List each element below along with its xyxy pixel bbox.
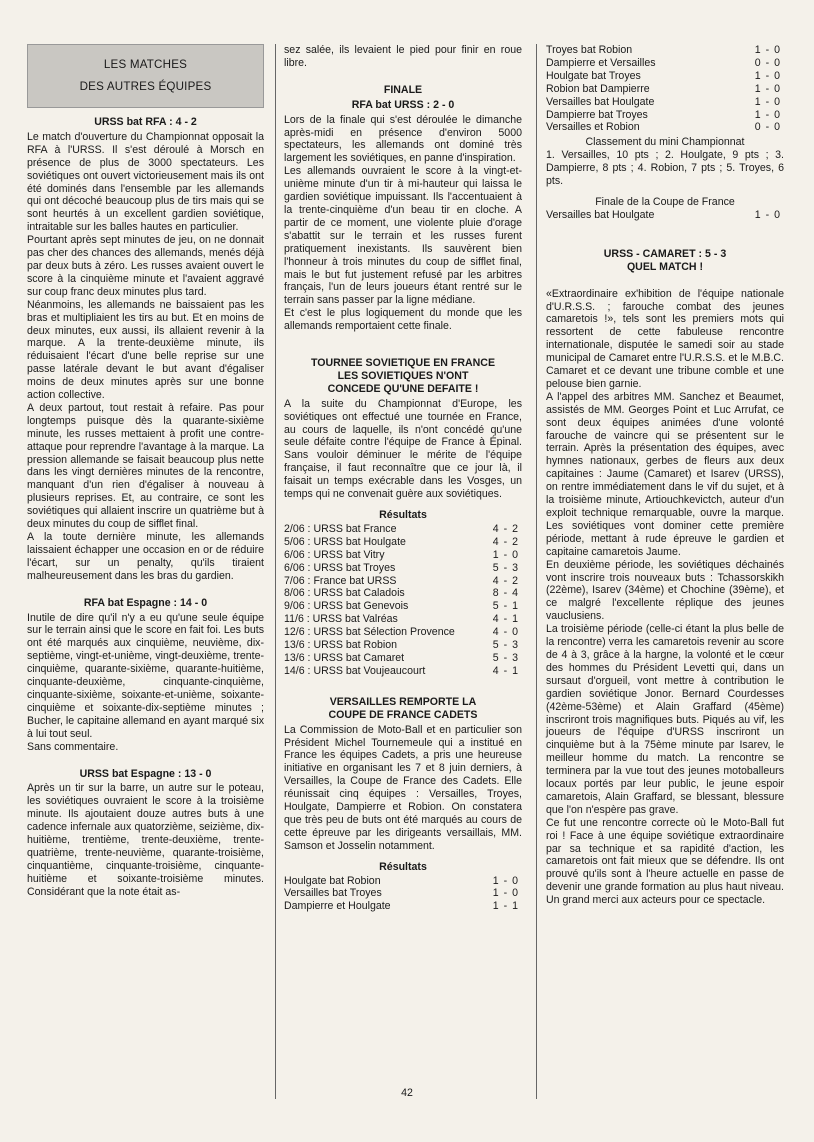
paragraph: Après un tir sur la barre, un autre sur le poteau, les soviétiques ouvraient le score à la troisième minute. Ils ajoutaient douze autres buts à une cadence infernale aux quatorzième, seizième, dix-huitième, trentième, trente-deuxième, trente-quatrième, trente-neuvième, quarante-troisième, cinquantième, cinquante-troisième, cinquante-huitième et soixante-troisième minutes. Considérant que la note était as- <box>27 782 264 898</box>
paragraph: La troisième période (celle-ci étant la plus belle de la rencontre) verra les camaretois revenir au score de 4 à 3, grâce à la hargne, la volonté et le cœur des hommes du Président Levetti qui, dans un sursaut d'orgueil, vont mettre à contribution le gardien soviétique Jonor. Bernard Courdesses (42ème-53ème) et Alain Graffard (45ème) inscriront trois magnifiques buts. Piqués au vif, les joueurs de l'équipe d'URSS inscriront un cinquième but à la 75ème minute par Isarev, le meilleur homme du match. La rencontre se terminera par la vue tout des jeunes motoballeurs locaux portés par leur public, le jeune espoir camaretois, Alain Graffard, se blessant, blessure que l'on n'espère pas grave. <box>546 623 784 816</box>
result-score: 5 - 1 <box>492 600 519 613</box>
article-heading: URSS bat RFA : 4 - 2 <box>94 116 197 128</box>
result-score: 4 - 2 <box>492 522 519 535</box>
result-score: 1 - 0 <box>492 887 519 900</box>
result-row <box>284 875 522 888</box>
result-score: 4 - 0 <box>492 626 519 639</box>
result-text: 6/06 : URSS bat Troyes <box>284 561 396 574</box>
result-text: 8/06 : URSS bat Caladois <box>284 587 405 600</box>
result-text: 7/06 : France bat URSS <box>284 574 397 587</box>
result-row <box>546 70 784 83</box>
result-text: Dampierre bat Troyes <box>546 108 648 121</box>
result-text: Dampierre et Houlgate <box>284 900 391 913</box>
article-heading: RFA bat Espagne : 14 - 0 <box>83 596 208 609</box>
result-row <box>284 887 522 900</box>
result-row <box>284 626 522 639</box>
article-subheading: QUEL MATCH ! <box>626 260 704 273</box>
column-2 <box>284 44 522 913</box>
result-text: Dampierre et Versailles <box>546 56 656 69</box>
article-subheading: RFA bat URSS : 2 - 0 <box>351 98 455 111</box>
article-heading: VERSAILLES REMPORTE LA <box>329 695 477 708</box>
result-row <box>284 652 522 665</box>
results-list <box>284 523 522 678</box>
result-score: 0 - 0 <box>754 56 781 69</box>
result-row <box>284 600 522 613</box>
result-score: 4 - 1 <box>492 664 519 677</box>
result-score: 4 - 1 <box>492 613 519 626</box>
paragraph: A deux partout, tout restait à refaire. Pas pour longtemps puisque dès la quarante-sixième minute, les russes mettaient à profit une contre-attaque pour reprendre l'avantage à la marque. La pression allemande se faisait beaucoup plus nette dans les vingt dernières minutes de la rencontre, manquant d'un rien d'égaliser à nouveau à plusieurs reprises. Et, au contraire, ce sont les soviétiques qui allaient inscrire un quatrième but à deux minutes du coup de sifflet final. <box>27 401 264 531</box>
result-text: Versailles bat Houlgate <box>546 208 655 221</box>
result-text: 13/6 : URSS bat Robion <box>284 639 398 652</box>
result-score: 0 - 0 <box>754 121 781 134</box>
result-text: Robion bat Dampierre <box>546 82 650 95</box>
results-list <box>284 875 522 914</box>
result-text: 9/06 : URSS bat Genevois <box>284 600 409 613</box>
paragraph: «Extraordinaire ex'hibition de l'équipe nationale d'U.R.S.S. ; farouche combat des jeunes camaretois !», tels sont les premiers mots qui ressortent de cette fabuleuse rencontre internationale, disputée le samedi soir au stade municipal de Camaret entre l'U.R.S.S. et le M.B.C. Camaret et ce devant une tribune comble et une pelouse bien garnie. <box>546 287 784 390</box>
article-heading: CONCEDE QU'UNE DEFAITE ! <box>327 382 479 395</box>
column-3 <box>546 44 784 907</box>
results-title: Résultats <box>379 860 427 873</box>
result-text: 5/06 : URSS bat Houlgate <box>284 535 406 548</box>
result-score: 4 - 2 <box>492 574 519 587</box>
paragraph: Lors de la finale qui s'est déroulée le dimanche après-midi en présence d'environ 5000 spectateurs, les allemands ont dominé très largement les soviétiques, en panne d'inspiration. <box>284 113 522 165</box>
result-row <box>546 121 784 134</box>
result-score: 1 - 0 <box>492 548 519 561</box>
article-heading: TOURNEE SOVIETIQUE EN FRANCE <box>310 357 496 370</box>
result-text: Versailles bat Troyes <box>284 887 382 900</box>
paragraph: Pourtant après sept minutes de jeu, on ne donnait pas cher des chances des allemands, menés déjà par deux buts à zéro. Les russes avaient ouvert le score à la cinquième minute et l'avaient aggravé sur coup franc deux minutes plus tard. <box>27 234 264 298</box>
result-row <box>284 639 522 652</box>
paragraph: Et c'est le plus logiquement du monde que les allemands remportaient cette finale. <box>284 307 522 333</box>
section-banner <box>27 44 264 108</box>
result-row <box>546 44 784 57</box>
column-1 <box>27 44 264 899</box>
result-row <box>284 575 522 588</box>
paragraph: A l'appel des arbitres MM. Sanchez et Beaumet, assistés de MM. Georges Point et Luc Arrufat, ce sont deux équipes animées d'une volonté farouche de vaincre qui se présentent sur le terrain. Après la présentation des équipes, avec hymnes nationaux, gerbes de fleurs aux deux capitaines : Jaume (Camaret) et Isarev (URSS), on rentre immédiatement dans le vif du sujet, et à la troisième minute, Artiouchkevictch, auteur d'un exploit technique remarquable, ouvre la marque. Les soviétiques vont dominer cette première période, mettant à rude épreuve le gardien et capitaine camaretois Jaume. <box>546 390 784 558</box>
paragraph: En deuxième période, les soviétiques déchainés vont inscrire trois nouveaux buts : Tchassorskikh (22ème), Isarev (34ème) et Chochine (39ème), et ce malgré l'excellente réplique des jeunes vauclusiens. <box>546 558 784 623</box>
result-score: 1 - 0 <box>754 82 781 95</box>
paragraph: Le match d'ouverture du Championnat opposait la RFA à l'URSS. Il s'est déroulé à Morsch en présence de plus de 3000 spectateurs. Les soviétiques ont ouvert victorieusement mais ils ont été dominés dans l'ensemble par les allemands qui ont décoché beaucoup plus de tirs mais qui se sont heurtés à un excellent gardien soviétique, intraitable sur les balles hautes en particulier. <box>27 130 264 234</box>
result-row <box>284 536 522 549</box>
result-score: 1 - 0 <box>754 108 781 121</box>
paragraph: Les allemands ouvraient le score à la vingt-et-unième minute d'un tir à mi-hauteur qui laissa le gardien soviétique impuissant. Ils l'accentuaient à la trente-cinquième d'un beau tir en cloche. A partir de ce moment, une violente pluie d'orage s'abattit sur le terrain et les russes furent pratiquement inexistants. Ils sauvèrent bien l'honneur à trois minutes du coup de sifflet final, mais le but fut justement refusé par les arbitres français, l'un de leurs joueurs étant rentré sur le terrain sans passer par la ligne médiane. <box>284 165 522 307</box>
result-text: Versailles et Robion <box>546 121 640 134</box>
paragraph: Sans commentaire. <box>27 740 119 753</box>
article-heading: FINALE <box>383 83 423 96</box>
result-score: 1 - 0 <box>492 874 519 887</box>
banner-title: LES MATCHES <box>103 58 188 71</box>
result-text: 12/6 : URSS bat Sélection Provence <box>284 626 455 639</box>
results-title: Résultats <box>379 509 427 521</box>
result-score: 4 - 2 <box>492 535 519 548</box>
result-row <box>284 549 522 562</box>
result-score: 5 - 3 <box>492 651 519 664</box>
banner-subtitle: DES AUTRES ÉQUIPES <box>79 80 212 93</box>
result-row <box>546 57 784 70</box>
results-list <box>546 44 784 134</box>
paragraph: A la suite du Championnat d'Europe, les soviétiques ont effectué une tournée en France, au cours de laquelle, ils n'ont concédé qu'une seule défaite contre l'équipe de France à Épinal. Sans vouloir déminuer le mérite de l'équipe française, il faut reconnaître que ce jour là, il faisait un temps exécrable dans les Vosges, un temps qui ne convenait guère aux soviétiques. <box>284 397 522 501</box>
result-row <box>546 83 784 96</box>
article-heading: URSS - CAMARET : 5 - 3 <box>603 247 727 260</box>
result-text: 11/6 : URSS bat Valréas <box>284 613 398 626</box>
cup-final-title: Finale de la Coupe de France <box>595 195 735 208</box>
result-text: 6/06 : URSS bat Vitry <box>284 548 385 561</box>
result-row <box>546 209 784 222</box>
result-row <box>284 900 522 913</box>
standings-text: 1. Versailles, 10 pts ; 2. Houlgate, 9 pts ; 3. Dampierre, 8 pts ; 4. Robion, 7 pts ; 5. Troyes, 6 pts. <box>546 149 784 188</box>
paragraph: sez salée, ils levaient le pied pour finir en roue libre. <box>284 44 522 69</box>
result-score: 5 - 3 <box>492 639 519 652</box>
result-score: 5 - 3 <box>492 561 519 574</box>
result-score: 1 - 0 <box>754 69 781 82</box>
page-number: 42 <box>401 1087 413 1099</box>
standings-title: Classement du mini Championnat <box>585 136 745 149</box>
result-row <box>284 613 522 626</box>
result-text: 2/06 : URSS bat France <box>284 522 397 535</box>
result-row <box>284 562 522 575</box>
result-score: 1 - 0 <box>754 208 781 221</box>
paragraph: Ce fut une rencontre correcte où le Moto-Ball fut roi ! Face à une équipe soviétique extraordinaire par sa technique et sa rapidité d'action, les camaretois ont fait mieux que se défendre. Ils ont prouvé qu'ils sont à l'heure actuelle en passe de devenir une grande formation au plus haut niveau. Un grand merci aux acteurs pour ce spectacle. <box>546 816 784 907</box>
result-row <box>284 523 522 536</box>
paragraph: La Commission de Moto-Ball et en particulier son Président Michel Tournemeule qui a institué en France les équipes Cadets, a pris une heureuse initiative en organisant les 7 et 8 juin derniers, à Versailles, la Coupe de France des Cadets. Elle réunissait cinq équipes : Versailles, Troyes, Houlgate, Dampierre et Robion. On constatera que très peu de buts ont été marqués au cours de cette épreuve par les dirigeants versaillais, MM. Samson et Josselin notamment. <box>284 723 522 852</box>
paragraph: A la toute dernière minute, les allemands laissaient échapper une occasion en or de réduire l'écart, sur un penalty, qu'ils tiraient malheureusement dans les bras du gardien. <box>27 531 264 582</box>
article-heading: URSS bat Espagne : 13 - 0 <box>79 767 212 780</box>
result-text: Houlgate bat Robion <box>284 874 381 887</box>
result-score: 1 - 0 <box>754 44 781 56</box>
article-heading: COUPE DE FRANCE CADETS <box>328 708 478 721</box>
article-heading: LES SOVIETIQUES N'ONT <box>337 369 469 382</box>
result-row <box>284 665 522 678</box>
result-row <box>546 96 784 109</box>
result-row <box>546 109 784 122</box>
result-text: Troyes bat Robion <box>546 44 633 56</box>
result-score: 1 - 1 <box>492 900 519 913</box>
result-score: 1 - 0 <box>754 95 781 108</box>
result-text: Versailles bat Houlgate <box>546 95 655 108</box>
result-text: 13/6 : URSS bat Camaret <box>284 651 405 664</box>
result-text: Houlgate bat Troyes <box>546 69 641 82</box>
paragraph: Inutile de dire qu'il n'y a eu qu'une seule équipe sur le terrain ainsi que le score en fait foi. Les buts ont été marqués aux cinquième, neuvième, dix-septième, vingt-et-unième, vingt-deuxième, trente-cinquième, quarante-sixième, quarante-huitième, cinquante-deuxième, cinquante-cinquième, cinquante-sixième, soixante-et-unième, soixante-cinquième et soixante-dix-septième minutes ; Bucher, le capitaine allemand en ayant marqué six à lui tout seul. <box>27 611 264 740</box>
column-divider <box>536 44 537 1099</box>
result-score: 8 - 4 <box>492 587 519 600</box>
paragraph: Néanmoins, les allemands ne baissaient pas les bras et multipliaient les tirs au but. Et en moins de deux minutes, eux aussi, ils allaient revenir à la marque. A la trente-deuxième minute, ils réduisaient l'écart d'une belle reprise sur une passe latérale devant le but avant d'égaliser moins de deux minutes après sur une bonne action collective. <box>27 298 264 402</box>
result-text: 14/6 : URSS bat Voujeaucourt <box>284 664 426 677</box>
column-divider <box>275 44 276 1099</box>
result-row <box>284 587 522 600</box>
